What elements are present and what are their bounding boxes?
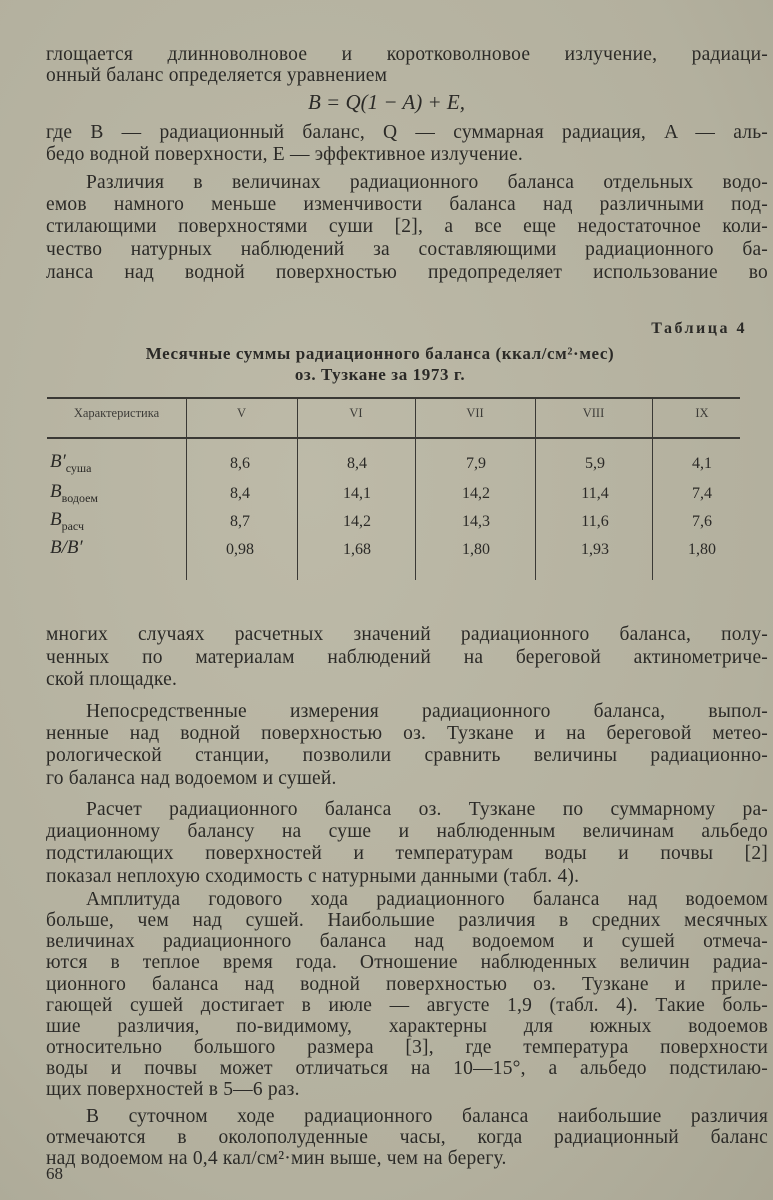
table-cell: 1,93 (581, 541, 609, 558)
row-symbol: B′ (50, 451, 66, 472)
table-cell: 5,9 (585, 455, 605, 472)
table-title-line2: оз. Тузкане за 1973 г. (294, 365, 466, 384)
table-row-label (50, 509, 84, 534)
text-line: рологической станции, позволили сравнить величины радиационно- (46, 745, 768, 766)
table-cell: 1,80 (462, 541, 490, 558)
table-top-rule (47, 397, 740, 399)
text-line: онный баланс определяется уравнением (46, 65, 388, 86)
table-title-line1: Месячные суммы радиационного баланса (ккал/см²·мес) (145, 344, 615, 363)
text-line: глощается длинноволновое и коротковолновое излучение, радиаци- (46, 44, 768, 65)
text-line: ской площадке. (46, 669, 178, 690)
table-cell: 11,6 (581, 513, 609, 530)
text-line: щих поверхностей в 5—6 раз. (46, 1079, 300, 1100)
text-line: ционного баланса над водной поверхностью оз. Тузкане и приле- (46, 974, 768, 995)
table-cell: 14,3 (462, 513, 490, 530)
table-number: Таблица 4 (651, 320, 747, 337)
table-column-divider (415, 398, 416, 580)
table-header-cell: Характеристика (73, 406, 160, 420)
table-header-cell: IX (695, 406, 709, 420)
text-line: ненные над водной поверхностью оз. Тузкане и на береговой метео- (46, 723, 768, 744)
table-header-cell: VIII (582, 406, 605, 420)
text-line: емов намного меньше изменчивости баланса над различными под- (46, 194, 768, 215)
text-line: воды и почвы может отличаться на 10—15°, а альбедо подстилаю- (46, 1058, 768, 1079)
text-line: В суточном ходе радиационного баланса наибольшие различия (86, 1106, 768, 1127)
text-line: стилающими поверхностями суши [2], а все еще недостаточное коли- (46, 216, 768, 237)
row-symbol: B (50, 481, 62, 502)
table-cell: 1,80 (688, 541, 716, 558)
text-line: диационному балансу на суше и наблюденным величинам альбедо (46, 821, 768, 842)
table-cell: 14,2 (462, 485, 490, 502)
text-line: Расчет радиационного баланса оз. Тузкане по суммарному ра- (86, 799, 768, 820)
table-cell: 14,2 (343, 513, 371, 530)
page-number: 68 (46, 1164, 63, 1183)
text-line: над водоемом на 0,4 кал/см²·мин выше, чем на берегу. (46, 1148, 507, 1169)
table-header-cell: VII (466, 406, 484, 420)
table-cell: 0,98 (226, 541, 254, 558)
table-cell: 8,4 (230, 485, 250, 502)
table-row-label (50, 451, 92, 476)
text-line: ланса над водной поверхностью предопределяет использование во (46, 262, 768, 283)
text-line: ются в теплое время года. Отношение наблюденных величин радиа- (46, 952, 768, 973)
row-symbol: B/B′ (50, 537, 83, 558)
table-cell: 14,1 (343, 485, 371, 502)
text-line: больше, чем над сушей. Наибольшие различия в средних месячных (46, 910, 768, 931)
table-row-label (50, 537, 83, 562)
text-line: шие различия, по-видимому, характерны для южных водоемов (46, 1016, 768, 1037)
row-subscript: водоем (61, 490, 99, 505)
row-symbol: B (50, 509, 62, 530)
text-line: многих случаях расчетных значений радиационного баланса, полу- (46, 624, 768, 645)
table-cell: 8,7 (230, 513, 250, 530)
table-cell: 7,9 (466, 455, 486, 472)
text-line: Различия в величинах радиационного баланса отдельных водо- (86, 172, 768, 193)
text-line: показал неплохую сходимость с натурными данными (табл. 4). (46, 866, 580, 887)
text-line: подстилающих поверхностей и температурам воды и почвы [2] (46, 843, 768, 864)
table-cell: 7,4 (692, 485, 712, 502)
text-line: Амплитуда годового хода радиационного баланса над водоемом (86, 889, 768, 910)
table-column-divider (186, 398, 187, 580)
text-line: где B — радиационный баланс, Q — суммарная радиация, A — аль- (46, 122, 768, 143)
text-line: го баланса над водоемом и сушей. (46, 768, 337, 789)
text-line: Непосредственные измерения радиационного баланса, выпол- (86, 701, 768, 722)
table-cell: 11,4 (581, 485, 609, 502)
text-line: чество натурных наблюдений за составляющими радиационного ба- (46, 239, 768, 260)
row-subscript: расч (61, 518, 85, 533)
table-cell: 7,6 (692, 513, 712, 530)
equation: B = Q(1 − A) + E, (307, 90, 466, 114)
table-cell: 4,1 (692, 455, 712, 472)
table-cell: 8,4 (347, 455, 367, 472)
text-line: отмечаются в околополуденные часы, когда радиационный баланс (46, 1127, 768, 1148)
table-column-divider (297, 398, 298, 580)
text-line: бедо водной поверхности, E — эффективное излучение. (46, 144, 524, 165)
text-line: ченных по материалам наблюдений на береговой актинометриче- (46, 647, 768, 668)
text-line: величинах радиационного баланса над водоемом и сушей отмеча- (46, 931, 768, 952)
table-column-divider (652, 398, 653, 580)
table-cell: 8,6 (230, 455, 250, 472)
row-subscript: суша (65, 460, 92, 475)
table-header-cell: V (236, 406, 247, 420)
table-cell: 1,68 (343, 541, 371, 558)
table-header-cell: VI (349, 406, 363, 420)
text-line: относительно большого размера [3], где температура поверхности (46, 1037, 768, 1058)
table-header-rule (47, 437, 740, 439)
table-column-divider (535, 398, 536, 580)
table-row-label (50, 481, 98, 506)
text-line: гающей сушей достигает в июле — августе 1,9 (табл. 4). Такие боль- (46, 995, 768, 1016)
